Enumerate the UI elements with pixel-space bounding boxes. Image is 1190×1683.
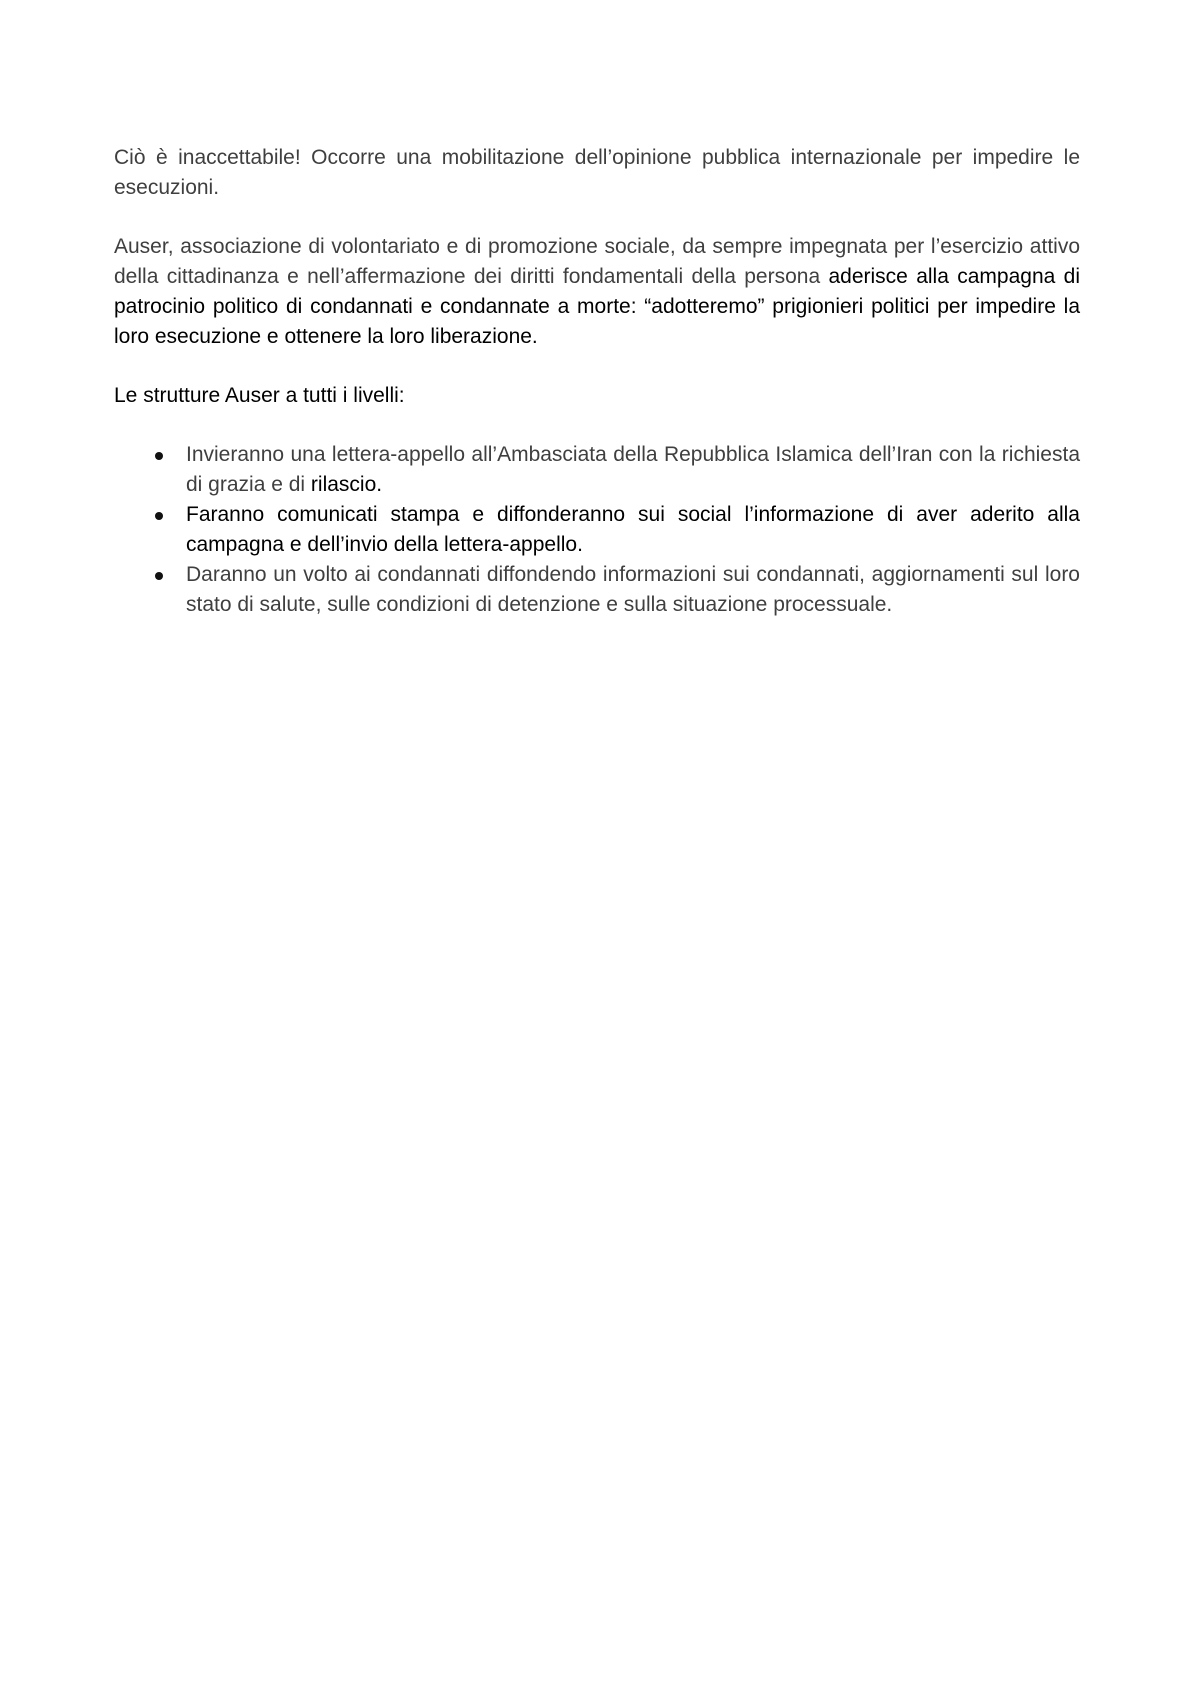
paragraph-call-to-action [114,143,1080,203]
list-item [114,560,1080,620]
paragraph-auser-statement [114,232,1080,352]
list-item [114,500,1080,560]
bullet-icon [155,452,163,460]
bullet-icon [155,512,163,520]
document-body [114,143,1080,620]
bullet-icon [155,572,163,580]
paragraph-list-intro [114,381,1080,411]
action-list [114,440,1080,620]
list-item-text-emphasis: rilascio. [310,473,383,496]
list-item-text: Invieranno una lettera-appello all’Ambasciata della Repubblica Islamica dell’Iran con la richiesta di grazia e di [186,443,1080,496]
list-item-text: Daranno un volto ai condannati diffondendo informazioni sui condannati, aggiornamenti sul loro stato di salute, sulle condizioni di detenzione e sulla situazione processuale. [186,563,1080,616]
list-item-text-emphasis: Faranno comunicati stampa e diffonderanno sui social l’informazione di aver aderito alla campagna e dell’invio della lettera-appello. [186,503,1080,556]
list-item [114,440,1080,500]
paragraph-text: Le strutture Auser a tutti i livelli: [114,384,405,407]
paragraph-text: Ciò è inaccettabile! Occorre una mobilitazione dell’opinione pubblica internazionale per impedire le esecuzioni. [114,146,1080,199]
paragraph-text-intro: Auser, associazione di volontariato e di promozione sociale, da sempre impegnata per l’esercizio attivo della cittadinanza e nell’affermazione dei diritti fondamentali della persona [114,235,1080,288]
paragraph-text-commitment: aderisce alla campagna di patrocinio politico di condannati e condannate a morte: “adotteremo” prigionieri politici per impedire la loro esecuzione e ottenere la loro liberazione. [114,265,1081,348]
